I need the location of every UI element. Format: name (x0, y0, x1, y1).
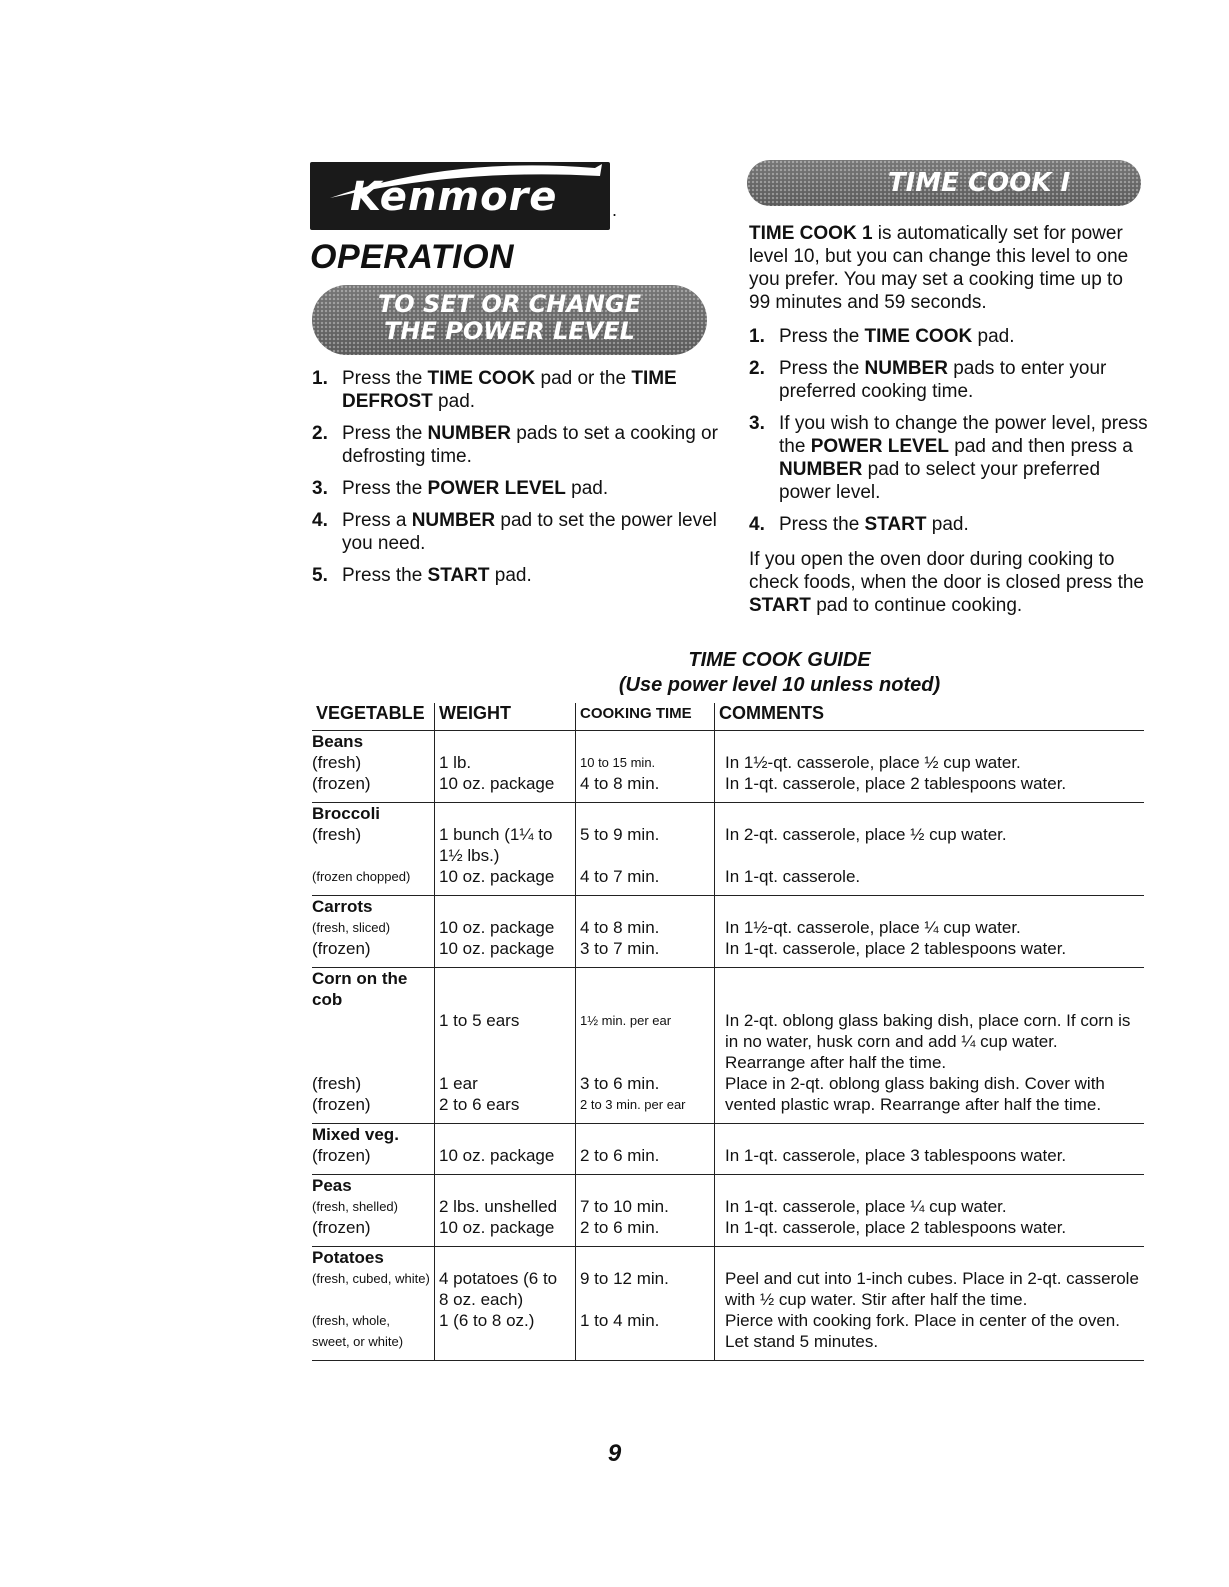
step-keyword: START (427, 565, 490, 586)
comment-cell: In 1½-qt. casserole, place ¼ cup water. (715, 917, 1145, 938)
comment-cell (715, 731, 1145, 753)
weight-cell (435, 803, 576, 825)
cooking-time-cell (576, 968, 715, 1011)
step-number: 1. (749, 326, 765, 347)
cooking-time-cell: 4 to 8 min. (576, 917, 715, 938)
time-cook-step-4 (749, 513, 1149, 536)
step-number: 2. (749, 358, 765, 379)
header-vegetable: VEGETABLE (312, 703, 435, 731)
cooking-time-cell: 4 to 7 min. (576, 866, 715, 896)
weight-cell (435, 1247, 576, 1269)
power-level-banner (312, 285, 707, 355)
vegetable-group-name: Potatoes (312, 1248, 384, 1267)
vegetable-group-name: Broccoli (312, 804, 381, 823)
comment-cell (715, 968, 1145, 1011)
vegetable-group-name: Carrots (312, 897, 373, 916)
vegetable-cell: (fresh) (312, 1074, 362, 1093)
table-group-heading-row (312, 1175, 1144, 1197)
step-text: Press a (342, 510, 412, 531)
power-level-step-4 (312, 509, 722, 555)
weight-cell: 1 lb. (435, 752, 576, 773)
step-keyword: TIME COOK (864, 326, 973, 347)
step-number: 4. (312, 510, 328, 531)
vegetable-cell: (fresh, whole, sweet, or white) (312, 1310, 435, 1361)
power-level-step-1 (312, 367, 722, 413)
step-text: pads to set a cooking or defrosting time. (342, 423, 718, 467)
vegetable-cell: (frozen) (312, 938, 435, 968)
vegetable-cell: (frozen) (312, 1145, 435, 1175)
step-text: pad. (972, 326, 1015, 347)
comment-cell: In 1½-qt. casserole, place ½ cup water. (715, 752, 1145, 773)
weight-cell: 1 bunch (1¼ to 1½ lbs.) (435, 824, 576, 866)
table-group-heading-row (312, 896, 1144, 918)
vegetable-cell: (frozen) (312, 773, 435, 803)
table-row (312, 1196, 1144, 1217)
step-text: pad to set the power level you need. (342, 510, 717, 554)
cooking-time-cell (576, 731, 715, 753)
step-text: Press the (779, 358, 865, 379)
table-row (312, 1145, 1144, 1175)
table-header-row (312, 703, 1144, 731)
weight-cell: 10 oz. package (435, 1145, 576, 1175)
cooking-time-cell (576, 1175, 715, 1197)
cooking-time-cell (576, 896, 715, 918)
comment-cell: In 1-qt. casserole, place 2 tablespoons water. (715, 938, 1145, 968)
cooking-time-cell: 4 to 8 min. (576, 773, 715, 803)
time-cook-banner-label: TIME COOK I (887, 168, 1071, 198)
step-text: Press the (779, 514, 865, 535)
cooking-time-cell: 10 to 15 min. (576, 752, 715, 773)
step-text: Press the (342, 368, 428, 389)
weight-cell: 10 oz. package (435, 866, 576, 896)
table-row (312, 773, 1144, 803)
step-keyword: START (864, 514, 927, 535)
step-text: Press the (342, 565, 428, 586)
cooking-time-cell: 7 to 10 min. (576, 1196, 715, 1217)
cooking-time-cell: 2 to 6 min. (576, 1145, 715, 1175)
table-row (312, 1073, 1144, 1094)
power-level-step-3 (312, 477, 722, 500)
step-text: pad. (489, 565, 532, 586)
comment-cell (715, 1124, 1145, 1146)
step-text: Press the (342, 478, 428, 499)
step-number: 1. (312, 368, 328, 389)
comment-cell: Pierce with cooking fork. Place in center of the oven. Let stand 5 minutes. (715, 1310, 1145, 1361)
table-row (312, 1217, 1144, 1247)
weight-cell (435, 731, 576, 753)
comment-cell (715, 896, 1145, 918)
weight-cell: 4 potatoes (6 to 8 oz. each) (435, 1268, 576, 1310)
weight-cell: 10 oz. package (435, 773, 576, 803)
time-cook-step-2 (749, 357, 1149, 403)
table-row (312, 1010, 1144, 1073)
time-cook-step-1 (749, 325, 1149, 348)
weight-cell: 10 oz. package (435, 938, 576, 968)
step-text: Press the (779, 326, 865, 347)
table-row (312, 1310, 1144, 1361)
time-cook-step-3 (749, 412, 1149, 504)
step-text: pads to enter your preferred cooking time. (779, 358, 1107, 402)
table-group-heading-row (312, 1247, 1144, 1269)
table-row (312, 866, 1144, 896)
step-text: pad to select your preferred power level. (779, 459, 1101, 503)
weight-cell (435, 896, 576, 918)
vegetable-cell: (fresh, sliced) (312, 920, 391, 935)
cooking-time-cell: 3 to 6 min. (576, 1073, 715, 1094)
vegetable-group-name: Corn on the cob (312, 969, 408, 1009)
weight-cell: 2 to 6 ears (435, 1094, 576, 1124)
power-banner-line1: TO SET OR CHANGE (377, 290, 642, 318)
comment-cell: Peel and cut into 1-inch cubes. Place in 2-qt. casserole with ½ cup water. Stir after half the time. (715, 1268, 1145, 1310)
time-cook-intro (749, 222, 1149, 314)
step-keyword: NUMBER (779, 459, 863, 480)
weight-cell (435, 968, 576, 1011)
comment-cell: vented plastic wrap. Rearrange after half the time. (715, 1094, 1145, 1124)
time-cook-note (749, 548, 1149, 617)
header-comments: COMMENTS (715, 703, 1145, 731)
step-number: 3. (749, 413, 765, 434)
comment-cell: In 1-qt. casserole, place ¼ cup water. (715, 1196, 1145, 1217)
power-level-step-5 (312, 564, 722, 587)
comment-cell: In 2-qt. casserole, place ½ cup water. (715, 824, 1145, 866)
step-keyword: NUMBER (864, 358, 948, 379)
table-row (312, 938, 1144, 968)
comment-cell: In 1-qt. casserole, place 2 tablespoons water. (715, 773, 1145, 803)
page-number: 9 (607, 1440, 622, 1467)
vegetable-cell: (fresh) (312, 753, 362, 772)
weight-cell: 10 oz. package (435, 917, 576, 938)
comment-cell: In 1-qt. casserole. (715, 866, 1145, 896)
weight-cell (435, 1124, 576, 1146)
table-row (312, 1268, 1144, 1310)
table-row (312, 752, 1144, 773)
step-text: pad. (565, 478, 609, 499)
cooking-time-cell (576, 1247, 715, 1269)
cooking-time-cell (576, 803, 715, 825)
table-group-heading-row (312, 731, 1144, 753)
comment-cell: Place in 2-qt. oblong glass baking dish. Cover with (715, 1073, 1145, 1094)
table-group-heading-row (312, 803, 1144, 825)
note-text: If you open the oven door during cooking to check foods, when the door is closed press the (749, 549, 1145, 593)
note-keyword: START (749, 595, 811, 616)
cooking-time-cell: 9 to 12 min. (576, 1268, 715, 1310)
note-text: pad to continue cooking. (810, 595, 1023, 616)
weight-cell: 1 ear (435, 1073, 576, 1094)
comment-cell: In 2-qt. oblong glass baking dish, place corn. If corn is in no water, husk corn and add ¼ cup water. Rearrange after half the time. (715, 1010, 1145, 1073)
comment-cell (715, 803, 1145, 825)
table-body (312, 731, 1144, 1361)
power-level-step-2 (312, 422, 722, 468)
weight-cell (435, 1175, 576, 1197)
power-banner-line2: THE POWER LEVEL (384, 317, 635, 345)
comment-cell: In 1-qt. casserole, place 3 tablespoons water. (715, 1145, 1145, 1175)
vegetable-group-name: Mixed veg. (312, 1125, 399, 1144)
vegetable-cell: (fresh, cubed, white) (312, 1271, 430, 1286)
step-keyword: POWER LEVEL (427, 478, 566, 499)
cooking-time-cell: 3 to 7 min. (576, 938, 715, 968)
step-keyword: POWER LEVEL (810, 436, 949, 457)
step-text: pad or the (535, 368, 632, 389)
cooking-time-cell: 1 to 4 min. (576, 1310, 715, 1361)
weight-cell: 2 lbs. unshelled (435, 1196, 576, 1217)
comment-cell (715, 1247, 1145, 1269)
comment-cell (715, 1175, 1145, 1197)
time-cook-banner (747, 160, 1141, 206)
time-cook-steps (749, 325, 1149, 545)
cooking-time-cell: 1½ min. per ear (576, 1010, 715, 1073)
cooking-time-cell: 5 to 9 min. (576, 824, 715, 866)
time-cook-intro-text: is automatically set for power level 10, but you can change this level to one you prefer. You may set a cooking time up to 99 minutes and 59 seconds. (749, 223, 1129, 313)
weight-cell: 1 to 5 ears (435, 1010, 576, 1073)
step-text: pad and then press a (949, 436, 1133, 457)
vegetable-cell: (frozen) (312, 1217, 435, 1247)
step-number: 4. (749, 514, 765, 535)
comment-cell: In 1-qt. casserole, place 2 tablespoons water. (715, 1217, 1145, 1247)
table-group-heading-row (312, 1124, 1144, 1146)
time-cook-intro-bold: TIME COOK 1 (749, 223, 873, 244)
step-text: Press the (342, 423, 428, 444)
vegetable-group-name: Beans (312, 732, 364, 751)
weight-cell: 1 (6 to 8 oz.) (435, 1310, 576, 1361)
step-keyword: TIME COOK (427, 368, 536, 389)
section-title: OPERATION (310, 238, 515, 276)
vegetable-cell: (fresh) (312, 825, 362, 844)
header-weight: WEIGHT (435, 703, 576, 731)
vegetable-cell: (fresh, shelled) (312, 1199, 398, 1214)
weight-cell: 10 oz. package (435, 1217, 576, 1247)
vegetable-group-name: Peas (312, 1176, 352, 1195)
guide-title: TIME COOK GUIDE (688, 649, 871, 671)
vegetable-cell (312, 1010, 435, 1073)
cooking-time-cell: 2 to 6 min. (576, 1217, 715, 1247)
header-cooking-time: COOKING TIME (576, 703, 715, 731)
time-cook-guide-table (312, 703, 1144, 1361)
kenmore-logo (310, 162, 610, 230)
step-keyword: TIME DEFROST (342, 368, 677, 412)
step-number: 3. (312, 478, 328, 499)
cooking-time-cell: 2 to 3 min. per ear (576, 1094, 715, 1124)
step-number: 2. (312, 423, 328, 444)
vegetable-cell: (frozen) (312, 1094, 435, 1124)
vegetable-cell: (frozen chopped) (312, 866, 435, 896)
cooking-time-cell (576, 1124, 715, 1146)
table-group-heading-row (312, 968, 1144, 1011)
guide-subtitle: (Use power level 10 unless noted) (618, 674, 941, 696)
step-text: If you wish to change the power level, press the (779, 413, 1148, 457)
table-row (312, 1094, 1144, 1124)
step-keyword: NUMBER (411, 510, 496, 531)
logo-dot: . (612, 200, 618, 220)
logo-text: Kenmore (350, 174, 558, 220)
step-number: 5. (312, 565, 328, 586)
step-text: pad. (432, 391, 476, 412)
table-row (312, 824, 1144, 866)
power-level-steps (312, 367, 722, 596)
table-row (312, 917, 1144, 938)
step-text: pad. (926, 514, 969, 535)
step-keyword: NUMBER (427, 423, 511, 444)
